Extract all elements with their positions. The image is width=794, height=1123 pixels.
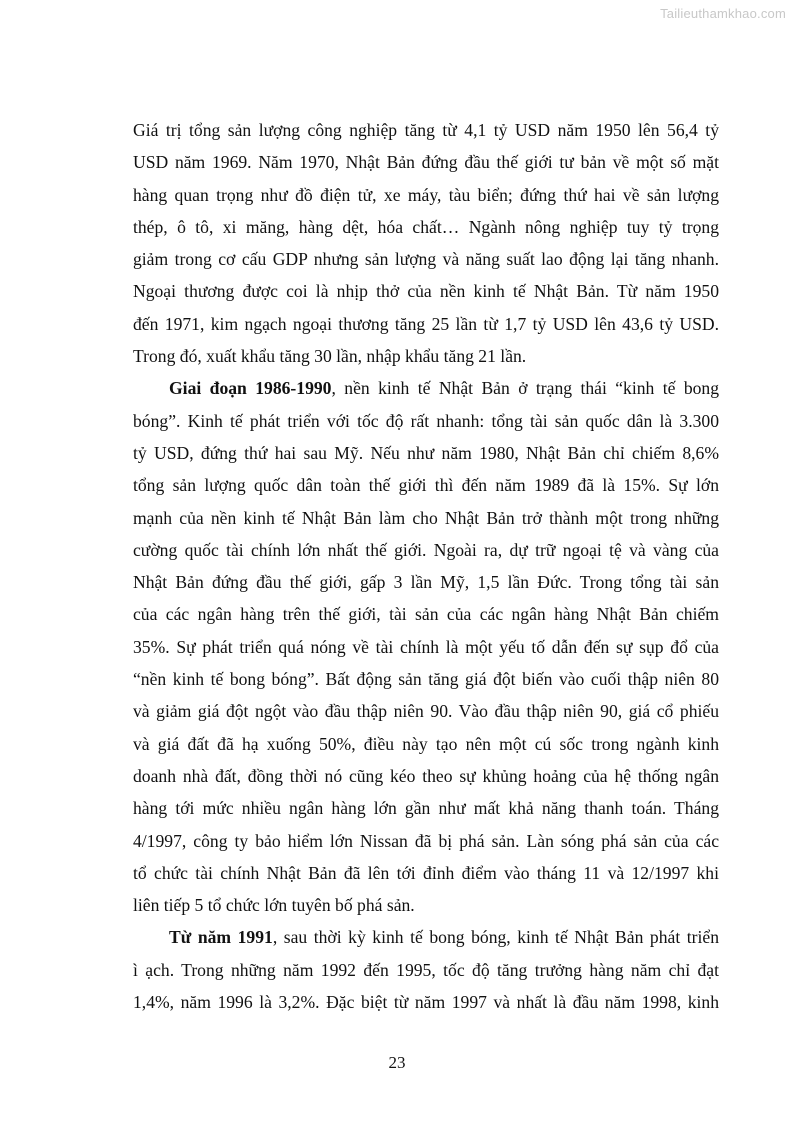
paragraph-1 [133,114,719,372]
text-line [133,372,719,404]
paragraph-lead: Giai đoạn 1986-1990 [169,378,332,399]
page-number: 23 [388,1053,406,1072]
text-line: Nhật Bản đứng đầu thế giới, gấp 3 lần Mỹ, 1,5 lần Đức. Trong tổng tài sản [133,572,719,593]
text-line: và giảm giá đột ngột vào đầu thập niên 90. Vào đầu thập niên 90, giá cổ phiếu [133,701,719,722]
paragraph-3 [133,921,719,1018]
text-line: 4/1997, công ty bảo hiểm lớn Nissan đã bị phá sản. Làn sóng phá sản của các [133,830,719,851]
text-line: tổng sản lượng quốc dân toàn thế giới thì đến năm 1989 đã là 15%. Sự lớn [133,475,719,496]
text-line: giảm trong cơ cấu GDP nhưng sản lượng và năng suất lao động lại tăng nhanh. [133,249,719,270]
text-line: cường quốc tài chính lớn nhất thế giới. Ngoài ra, dự trữ ngoại tệ và vàng của [133,539,719,560]
text-line: USD năm 1969. Năm 1970, Nhật Bản đứng đầu thế giới tư bản về một số mặt [133,152,719,173]
text-line [133,921,719,953]
text-line: đến 1971, kim ngạch ngoại thương tăng 25 lần từ 1,7 tỷ USD lên 43,6 tỷ USD. [133,313,719,334]
paragraph-lead: Từ năm 1991 [169,927,273,948]
text-line: tỷ USD, đứng thứ hai sau Mỹ. Nếu như năm 1980, Nhật Bản chỉ chiếm 8,6% [133,442,719,463]
text-run: , nền kinh tế Nhật Bản ở trạng thái “kinh tế bong [331,378,720,399]
text-line: thép, ô tô, xi măng, hàng dệt, hóa chất… Ngành nông nghiệp tuy tỷ trọng [133,216,719,237]
paragraph-2 [133,372,719,921]
text-line: hàng quan trọng như đồ điện tử, xe máy, tàu biển; đứng thứ hai về sản lượng [133,184,719,205]
text-line: doanh nhà đất, đồng thời nó cũng kéo theo sự khủng hoảng của hệ thống ngân [133,765,719,786]
text-line: 1,4%, năm 1996 là 3,2%. Đặc biệt từ năm 1997 và nhất là đầu năm 1998, kinh [133,992,719,1013]
document-body [133,114,719,1018]
text-line: Ngoại thương được coi là nhịp thở của nền kinh tế Nhật Bản. Từ năm 1950 [133,281,719,302]
text-line: tổ chức tài chính Nhật Bản đã lên tới đỉnh điểm vào tháng 11 và 12/1997 khi [133,862,719,883]
watermark: Tailieuthamkhao.com [660,6,786,21]
text-line: mạnh của nền kinh tế Nhật Bản làm cho Nhật Bản trở thành một trong những [133,507,719,528]
text-line: ì ạch. Trong những năm 1992 đến 1995, tốc độ tăng trưởng hàng năm chỉ đạt [133,959,719,980]
text-line: Trong đó, xuất khẩu tăng 30 lần, nhập khẩu tăng 21 lần. [133,346,527,367]
text-line: “nền kinh tế bong bóng”. Bất động sản tăng giá đột biến vào cuối thập niên 80 [133,669,719,690]
text-line: Giá trị tổng sản lượng công nghiệp tăng từ 4,1 tỷ USD năm 1950 lên 56,4 tỷ [133,120,719,140]
text-line: của các ngân hàng trên thế giới, tài sản của các ngân hàng Nhật Bản chiếm [133,604,719,625]
text-line: liên tiếp 5 tổ chức lớn tuyên bố phá sản. [133,895,415,916]
text-line: bóng”. Kinh tế phát triển với tốc độ rất nhanh: tổng tài sản quốc dân là 3.300 [133,410,719,431]
text-line: 35%. Sự phát triển quá nóng về tài chính là một yếu tố dẫn đến sự sụp đổ của [133,636,719,657]
text-line: hàng tới mức nhiều ngân hàng lớn gần như mất khả năng thanh toán. Tháng [133,798,719,819]
text-run: , sau thời kỳ kinh tế bong bóng, kinh tế Nhật Bản phát triển [272,927,719,948]
text-line: và giá đất đã hạ xuống 50%, điều này tạo nên một cú sốc trong ngành kinh [133,733,719,754]
